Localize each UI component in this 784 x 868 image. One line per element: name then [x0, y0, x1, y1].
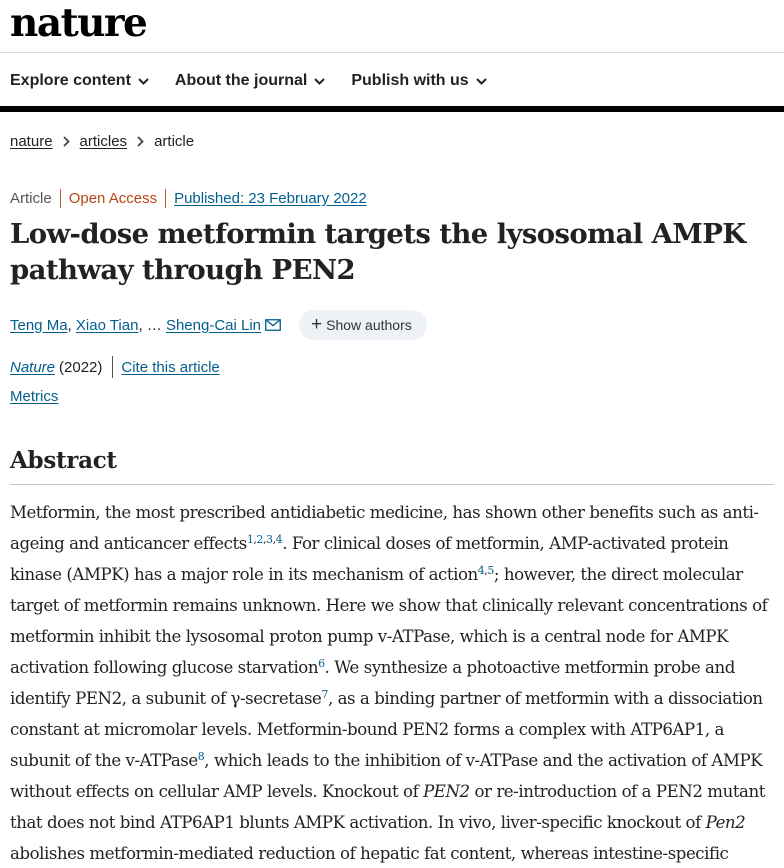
- author-list: [10, 310, 427, 340]
- breadcrumb-articles[interactable]: articles: [79, 133, 128, 150]
- header-divider: [0, 52, 784, 53]
- publication-year: (2022): [59, 358, 103, 376]
- reference-link[interactable]: 6: [318, 657, 325, 670]
- reference-link[interactable]: 8: [197, 750, 205, 763]
- reference-link[interactable]: 4: [477, 564, 485, 577]
- author-link[interactable]: Xiao Tian: [75, 316, 139, 334]
- author-ellipsis: , …: [138, 316, 166, 334]
- article-meta: [10, 189, 367, 208]
- reference-link[interactable]: 3: [266, 533, 273, 546]
- abstract-heading: Abstract: [10, 447, 117, 474]
- chevron-down-icon: [138, 78, 149, 85]
- nav-about-journal[interactable]: [175, 70, 325, 92]
- reference-link[interactable]: 7: [321, 688, 328, 701]
- abstract-segment: abolishes metformin-mediated reduction of hepatic fat content, whereas intestine-specific: [10, 844, 729, 863]
- abstract-segment: . For clinical doses of metformin, AMP-activated protein kinase (AMPK) has a major role in its mechanism of action: [10, 534, 729, 584]
- metrics-link[interactable]: Metrics: [10, 388, 59, 405]
- nav-publish-with-us-label: Publish with us: [351, 72, 469, 89]
- reference-link[interactable]: 1: [246, 533, 254, 546]
- abstract-segment: . We synthesize a photoactive metformin probe and identify PEN2, a subunit of γ-secretase: [10, 658, 735, 708]
- nav-publish-with-us[interactable]: [351, 70, 486, 92]
- gene-name: PEN2: [423, 782, 470, 801]
- nature-logo[interactable]: nature: [10, 0, 147, 46]
- show-authors-button[interactable]: [299, 310, 427, 340]
- abstract-segment: , which leads to the inhibition of v-ATPase and the activation of AMPK without effects on cellular AMP levels. Knockout of: [10, 751, 763, 801]
- author-link[interactable]: Teng Ma: [10, 316, 68, 334]
- abstract-segment: ; however, the direct molecular target of metformin remains unknown. Here we show that clinically relevant concentrations of metformin inhibit the lysosomal proton pump v-ATPase, which is a central node for AMPK activation following glucose starvation: [10, 565, 768, 677]
- article-type: Article: [10, 190, 52, 207]
- breadcrumb-current: article: [154, 133, 195, 150]
- abstract-divider: [10, 484, 774, 485]
- nav-about-journal-label: About the journal: [174, 72, 308, 89]
- citation-divider: [112, 356, 113, 378]
- nav-explore-content-label: Explore content: [10, 72, 131, 89]
- nav-bottom-rule: [0, 106, 784, 112]
- plus-icon: +: [311, 313, 323, 335]
- chevron-down-icon: [476, 78, 487, 85]
- published-date-link[interactable]: Published: 23 February 2022: [174, 190, 367, 207]
- reference-link[interactable]: 5: [487, 564, 494, 577]
- reference-group: 4,5: [477, 564, 494, 577]
- nav-explore-content[interactable]: [10, 70, 149, 92]
- breadcrumb: [10, 133, 194, 150]
- breadcrumb-nature[interactable]: nature: [10, 133, 53, 150]
- abstract-segment: Metformin, the most prescribed antidiabetic medicine, has shown other benefits such as anti-ageing and anticancer effects: [10, 503, 759, 553]
- chevron-right-icon: [63, 136, 70, 147]
- meta-divider: [60, 189, 61, 208]
- author-link[interactable]: Sheng-Cai Lin: [165, 316, 262, 334]
- article-title: Low-dose metformin targets the lysosomal AMPK pathway through PEN2: [10, 218, 746, 286]
- gene-name: Pen2: [705, 813, 746, 832]
- author-separator: ,: [67, 316, 76, 334]
- journal-link[interactable]: Nature: [10, 358, 56, 376]
- envelope-icon[interactable]: [265, 319, 281, 331]
- reference-link[interactable]: 4: [275, 533, 283, 546]
- citation-line: [10, 356, 220, 378]
- reference-link[interactable]: 2: [256, 533, 263, 546]
- main-nav: [10, 70, 513, 92]
- meta-divider: [165, 189, 166, 208]
- reference-group: 1,2,3,4: [246, 533, 283, 546]
- cite-this-article-link[interactable]: Cite this article: [121, 358, 220, 376]
- show-authors-label: Show authors: [326, 317, 412, 333]
- abstract-segment: , as a binding partner of metformin with a dissociation constant at micromolar levels. Metformin-bound PEN2 forms a complex with ATP6AP1, a subunit of the v-ATPase: [10, 689, 763, 770]
- abstract-text: [10, 497, 774, 868]
- chevron-right-icon: [137, 136, 144, 147]
- abstract-segment: or re-introduction of a PEN2 mutant that does not bind ATP6AP1 blunts AMPK activation. In vivo, liver-specific knockout of: [10, 782, 765, 832]
- open-access-badge: Open Access: [68, 190, 158, 207]
- chevron-down-icon: [314, 78, 325, 85]
